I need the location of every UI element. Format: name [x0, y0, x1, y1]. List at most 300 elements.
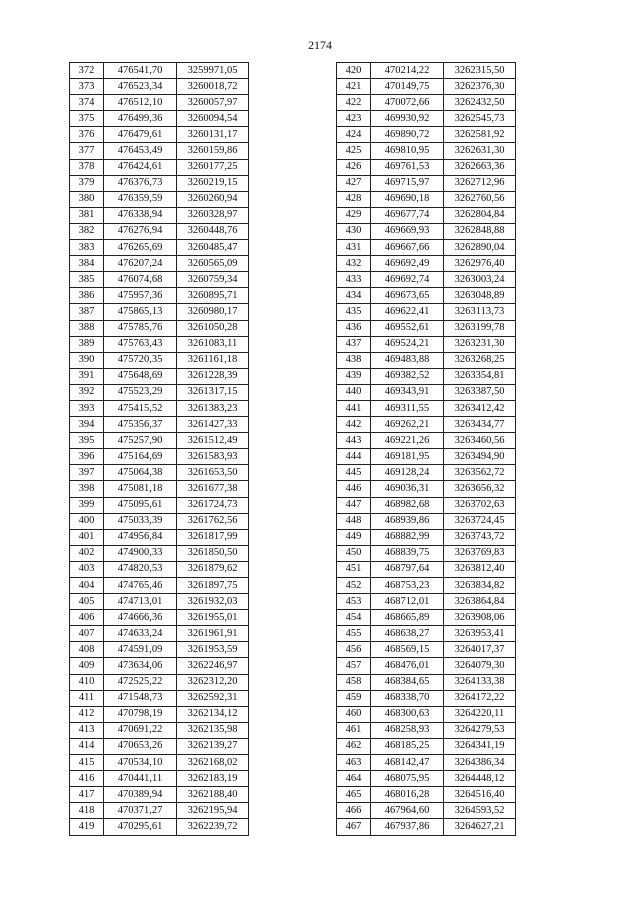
- table-row: [337, 143, 516, 159]
- x-coordinate-cell: 469673,65: [371, 288, 444, 304]
- y-coordinate-cell: 3264079,30: [444, 658, 516, 674]
- y-coordinate-cell: 3261961,91: [177, 626, 249, 642]
- table-row: [70, 787, 249, 803]
- table-row: [70, 191, 249, 207]
- point-number-cell: 380: [70, 191, 104, 207]
- y-coordinate-cell: 3263908,06: [444, 610, 516, 626]
- y-coordinate-cell: 3263113,73: [444, 304, 516, 320]
- x-coordinate-cell: 468797,64: [371, 561, 444, 577]
- y-coordinate-cell: 3261427,33: [177, 417, 249, 433]
- x-coordinate-cell: 469930,92: [371, 111, 444, 127]
- point-number-cell: 434: [337, 288, 371, 304]
- table-row: [70, 143, 249, 159]
- point-number-cell: 443: [337, 433, 371, 449]
- table-row: [337, 288, 516, 304]
- table-row: [70, 771, 249, 787]
- table-row: [337, 819, 516, 835]
- x-coordinate-cell: 469667,66: [371, 240, 444, 256]
- y-coordinate-cell: 3261953,59: [177, 642, 249, 658]
- point-number-cell: 421: [337, 79, 371, 95]
- y-coordinate-cell: 3261932,03: [177, 594, 249, 610]
- table-row: [70, 417, 249, 433]
- point-number-cell: 414: [70, 738, 104, 754]
- point-number-cell: 425: [337, 143, 371, 159]
- point-number-cell: 379: [70, 175, 104, 191]
- y-coordinate-cell: 3261879,62: [177, 561, 249, 577]
- y-coordinate-cell: 3263434,77: [444, 417, 516, 433]
- point-number-cell: 392: [70, 384, 104, 400]
- point-number-cell: 420: [337, 63, 371, 79]
- x-coordinate-cell: 475081,18: [104, 481, 177, 497]
- point-number-cell: 394: [70, 417, 104, 433]
- point-number-cell: 430: [337, 223, 371, 239]
- table-row: [70, 272, 249, 288]
- table-row: [337, 755, 516, 771]
- point-number-cell: 433: [337, 272, 371, 288]
- x-coordinate-cell: 468258,93: [371, 722, 444, 738]
- x-coordinate-cell: 476338,94: [104, 207, 177, 223]
- table-row: [70, 240, 249, 256]
- table-row: [70, 513, 249, 529]
- y-coordinate-cell: 3262890,04: [444, 240, 516, 256]
- y-coordinate-cell: 3262376,30: [444, 79, 516, 95]
- y-coordinate-cell: 3262663,36: [444, 159, 516, 175]
- y-coordinate-cell: 3260485,47: [177, 240, 249, 256]
- point-number-cell: 436: [337, 320, 371, 336]
- point-number-cell: 393: [70, 400, 104, 416]
- x-coordinate-cell: 470798,19: [104, 706, 177, 722]
- table-row: [337, 449, 516, 465]
- y-coordinate-cell: 3264448,12: [444, 771, 516, 787]
- x-coordinate-cell: 470653,26: [104, 738, 177, 754]
- x-coordinate-cell: 471548,73: [104, 690, 177, 706]
- point-number-cell: 445: [337, 465, 371, 481]
- point-number-cell: 449: [337, 529, 371, 545]
- x-coordinate-cell: 468882,99: [371, 529, 444, 545]
- table-row: [337, 803, 516, 819]
- table-row: [70, 384, 249, 400]
- y-coordinate-cell: 3261817,99: [177, 529, 249, 545]
- table-row: [337, 336, 516, 352]
- y-coordinate-cell: 3262592,31: [177, 690, 249, 706]
- x-coordinate-cell: 474713,01: [104, 594, 177, 610]
- table-row: [337, 384, 516, 400]
- x-coordinate-cell: 475164,69: [104, 449, 177, 465]
- page-number: 2174: [308, 38, 332, 52]
- point-number-cell: 460: [337, 706, 371, 722]
- table-row: [70, 626, 249, 642]
- y-coordinate-cell: 3263769,83: [444, 545, 516, 561]
- x-coordinate-cell: 473634,06: [104, 658, 177, 674]
- y-coordinate-cell: 3262804,84: [444, 207, 516, 223]
- table-row: [70, 320, 249, 336]
- table-row: [337, 529, 516, 545]
- y-coordinate-cell: 3260219,15: [177, 175, 249, 191]
- x-coordinate-cell: 476276,94: [104, 223, 177, 239]
- point-number-cell: 452: [337, 578, 371, 594]
- x-coordinate-cell: 476453,49: [104, 143, 177, 159]
- point-number-cell: 377: [70, 143, 104, 159]
- table-row: [70, 207, 249, 223]
- table-row: [337, 127, 516, 143]
- x-coordinate-cell: 476479,61: [104, 127, 177, 143]
- table-row: [337, 626, 516, 642]
- x-coordinate-cell: 469622,41: [371, 304, 444, 320]
- table-row: [70, 578, 249, 594]
- y-coordinate-cell: 3264133,38: [444, 674, 516, 690]
- y-coordinate-cell: 3261161,18: [177, 352, 249, 368]
- y-coordinate-cell: 3262195,94: [177, 803, 249, 819]
- point-number-cell: 402: [70, 545, 104, 561]
- y-coordinate-cell: 3261383,23: [177, 400, 249, 416]
- table-row: [337, 191, 516, 207]
- x-coordinate-cell: 470072,66: [371, 95, 444, 111]
- x-coordinate-cell: 468476,01: [371, 658, 444, 674]
- table-row: [337, 368, 516, 384]
- table-row: [337, 240, 516, 256]
- x-coordinate-cell: 475720,35: [104, 352, 177, 368]
- table-row: [70, 400, 249, 416]
- y-coordinate-cell: 3264386,34: [444, 755, 516, 771]
- point-number-cell: 431: [337, 240, 371, 256]
- point-number-cell: 378: [70, 159, 104, 175]
- table-row: [70, 433, 249, 449]
- table-row: [70, 658, 249, 674]
- y-coordinate-cell: 3262760,56: [444, 191, 516, 207]
- table-row: [337, 111, 516, 127]
- point-number-cell: 422: [337, 95, 371, 111]
- x-coordinate-cell: 476499,36: [104, 111, 177, 127]
- point-number-cell: 405: [70, 594, 104, 610]
- y-coordinate-cell: 3264017,37: [444, 642, 516, 658]
- y-coordinate-cell: 3263724,45: [444, 513, 516, 529]
- point-number-cell: 395: [70, 433, 104, 449]
- point-number-cell: 463: [337, 755, 371, 771]
- y-coordinate-cell: 3263412,42: [444, 400, 516, 416]
- point-number-cell: 454: [337, 610, 371, 626]
- y-coordinate-cell: 3260018,72: [177, 79, 249, 95]
- x-coordinate-cell: 470534,10: [104, 755, 177, 771]
- point-number-cell: 389: [70, 336, 104, 352]
- x-coordinate-cell: 468638,27: [371, 626, 444, 642]
- y-coordinate-cell: 3260094,54: [177, 111, 249, 127]
- point-number-cell: 373: [70, 79, 104, 95]
- x-coordinate-cell: 476074,68: [104, 272, 177, 288]
- table-row: [70, 529, 249, 545]
- x-coordinate-cell: 475785,76: [104, 320, 177, 336]
- x-coordinate-cell: 469262,21: [371, 417, 444, 433]
- table-row: [70, 674, 249, 690]
- table-row: [70, 127, 249, 143]
- point-number-cell: 412: [70, 706, 104, 722]
- x-coordinate-cell: 469483,88: [371, 352, 444, 368]
- point-number-cell: 376: [70, 127, 104, 143]
- y-coordinate-cell: 3264516,40: [444, 787, 516, 803]
- x-coordinate-cell: 475064,38: [104, 465, 177, 481]
- point-number-cell: 467: [337, 819, 371, 835]
- y-coordinate-cell: 3262432,50: [444, 95, 516, 111]
- x-coordinate-cell: 468839,75: [371, 545, 444, 561]
- y-coordinate-cell: 3263812,40: [444, 561, 516, 577]
- x-coordinate-cell: 476541,70: [104, 63, 177, 79]
- y-coordinate-cell: 3262631,30: [444, 143, 516, 159]
- x-coordinate-cell: 470389,94: [104, 787, 177, 803]
- x-coordinate-cell: 468982,68: [371, 497, 444, 513]
- x-coordinate-cell: 470371,27: [104, 803, 177, 819]
- table-row: [337, 771, 516, 787]
- y-coordinate-cell: 3263268,25: [444, 352, 516, 368]
- point-number-cell: 424: [337, 127, 371, 143]
- table-row: [70, 642, 249, 658]
- y-coordinate-cell: 3262315,50: [444, 63, 516, 79]
- x-coordinate-cell: 469036,31: [371, 481, 444, 497]
- point-number-cell: 423: [337, 111, 371, 127]
- y-coordinate-cell: 3263494,90: [444, 449, 516, 465]
- table-row: [70, 159, 249, 175]
- x-coordinate-cell: 475763,43: [104, 336, 177, 352]
- y-coordinate-cell: 3260565,09: [177, 256, 249, 272]
- coordinates-table-left: [69, 62, 249, 836]
- x-coordinate-cell: 468384,65: [371, 674, 444, 690]
- y-coordinate-cell: 3262712,96: [444, 175, 516, 191]
- table-row: [337, 433, 516, 449]
- y-coordinate-cell: 3261583,93: [177, 449, 249, 465]
- table-row: [337, 722, 516, 738]
- point-number-cell: 390: [70, 352, 104, 368]
- table-row: [337, 320, 516, 336]
- point-number-cell: 426: [337, 159, 371, 175]
- x-coordinate-cell: 470149,75: [371, 79, 444, 95]
- table-row: [70, 175, 249, 191]
- table-row: [70, 449, 249, 465]
- y-coordinate-cell: 3262139,27: [177, 738, 249, 754]
- y-coordinate-cell: 3262246,97: [177, 658, 249, 674]
- x-coordinate-cell: 475415,52: [104, 400, 177, 416]
- point-number-cell: 458: [337, 674, 371, 690]
- point-number-cell: 437: [337, 336, 371, 352]
- point-number-cell: 407: [70, 626, 104, 642]
- table-row: [337, 256, 516, 272]
- table-row: [337, 95, 516, 111]
- x-coordinate-cell: 469524,21: [371, 336, 444, 352]
- x-coordinate-cell: 470295,61: [104, 819, 177, 835]
- point-number-cell: 374: [70, 95, 104, 111]
- table-row: [337, 481, 516, 497]
- table-row: [337, 545, 516, 561]
- table-row: [70, 610, 249, 626]
- y-coordinate-cell: 3264220,11: [444, 706, 516, 722]
- x-coordinate-cell: 469552,61: [371, 320, 444, 336]
- table-row: [70, 352, 249, 368]
- x-coordinate-cell: 468142,47: [371, 755, 444, 771]
- point-number-cell: 441: [337, 400, 371, 416]
- y-coordinate-cell: 3261653,50: [177, 465, 249, 481]
- table-row: [337, 787, 516, 803]
- point-number-cell: 439: [337, 368, 371, 384]
- point-number-cell: 391: [70, 368, 104, 384]
- x-coordinate-cell: 468300,63: [371, 706, 444, 722]
- x-coordinate-cell: 468016,28: [371, 787, 444, 803]
- y-coordinate-cell: 3263702,63: [444, 497, 516, 513]
- point-number-cell: 372: [70, 63, 104, 79]
- table-row: [70, 111, 249, 127]
- y-coordinate-cell: 3260159,86: [177, 143, 249, 159]
- x-coordinate-cell: 468569,15: [371, 642, 444, 658]
- point-number-cell: 404: [70, 578, 104, 594]
- table-row: [70, 497, 249, 513]
- x-coordinate-cell: 475523,29: [104, 384, 177, 400]
- x-coordinate-cell: 469669,93: [371, 223, 444, 239]
- table-row: [337, 497, 516, 513]
- y-coordinate-cell: 3263003,24: [444, 272, 516, 288]
- x-coordinate-cell: 468075,95: [371, 771, 444, 787]
- table-row: [337, 223, 516, 239]
- x-coordinate-cell: 470214,22: [371, 63, 444, 79]
- y-coordinate-cell: 3263656,32: [444, 481, 516, 497]
- x-coordinate-cell: 475957,36: [104, 288, 177, 304]
- y-coordinate-cell: 3264627,21: [444, 819, 516, 835]
- table-row: [70, 706, 249, 722]
- y-coordinate-cell: 3261762,56: [177, 513, 249, 529]
- y-coordinate-cell: 3264341,19: [444, 738, 516, 754]
- point-number-cell: 375: [70, 111, 104, 127]
- point-number-cell: 416: [70, 771, 104, 787]
- point-number-cell: 432: [337, 256, 371, 272]
- table-row: [337, 400, 516, 416]
- x-coordinate-cell: 476523,34: [104, 79, 177, 95]
- table-row: [70, 256, 249, 272]
- x-coordinate-cell: 467937,86: [371, 819, 444, 835]
- point-number-cell: 438: [337, 352, 371, 368]
- point-number-cell: 413: [70, 722, 104, 738]
- x-coordinate-cell: 469890,72: [371, 127, 444, 143]
- x-coordinate-cell: 475257,90: [104, 433, 177, 449]
- x-coordinate-cell: 469677,74: [371, 207, 444, 223]
- table-row: [70, 803, 249, 819]
- table-row: [337, 304, 516, 320]
- x-coordinate-cell: 468665,89: [371, 610, 444, 626]
- y-coordinate-cell: 3262134,12: [177, 706, 249, 722]
- y-coordinate-cell: 3263231,30: [444, 336, 516, 352]
- y-coordinate-cell: 3263743,72: [444, 529, 516, 545]
- point-number-cell: 451: [337, 561, 371, 577]
- y-coordinate-cell: 3260260,94: [177, 191, 249, 207]
- point-number-cell: 419: [70, 819, 104, 835]
- y-coordinate-cell: 3261897,75: [177, 578, 249, 594]
- point-number-cell: 457: [337, 658, 371, 674]
- x-coordinate-cell: 469343,91: [371, 384, 444, 400]
- point-number-cell: 384: [70, 256, 104, 272]
- table-row: [337, 207, 516, 223]
- table-row: [337, 690, 516, 706]
- x-coordinate-cell: 469221,26: [371, 433, 444, 449]
- table-row: [70, 545, 249, 561]
- point-number-cell: 418: [70, 803, 104, 819]
- y-coordinate-cell: 3263354,81: [444, 368, 516, 384]
- point-number-cell: 464: [337, 771, 371, 787]
- x-coordinate-cell: 474820,53: [104, 561, 177, 577]
- y-coordinate-cell: 3261083,11: [177, 336, 249, 352]
- y-coordinate-cell: 3264593,52: [444, 803, 516, 819]
- point-number-cell: 448: [337, 513, 371, 529]
- point-number-cell: 446: [337, 481, 371, 497]
- point-number-cell: 442: [337, 417, 371, 433]
- table-row: [70, 304, 249, 320]
- x-coordinate-cell: 474956,84: [104, 529, 177, 545]
- x-coordinate-cell: 475095,61: [104, 497, 177, 513]
- y-coordinate-cell: 3263834,82: [444, 578, 516, 594]
- table-row: [70, 95, 249, 111]
- table-row: [337, 578, 516, 594]
- point-number-cell: 447: [337, 497, 371, 513]
- x-coordinate-cell: 476424,61: [104, 159, 177, 175]
- y-coordinate-cell: 3262188,40: [177, 787, 249, 803]
- y-coordinate-cell: 3263199,78: [444, 320, 516, 336]
- table-row: [337, 417, 516, 433]
- table-row: [337, 561, 516, 577]
- y-coordinate-cell: 3263460,56: [444, 433, 516, 449]
- x-coordinate-cell: 476359,59: [104, 191, 177, 207]
- y-coordinate-cell: 3260980,17: [177, 304, 249, 320]
- point-number-cell: 396: [70, 449, 104, 465]
- point-number-cell: 462: [337, 738, 371, 754]
- table-row: [70, 819, 249, 835]
- table-row: [70, 690, 249, 706]
- x-coordinate-cell: 475648,69: [104, 368, 177, 384]
- point-number-cell: 429: [337, 207, 371, 223]
- x-coordinate-cell: 469311,55: [371, 400, 444, 416]
- point-number-cell: 397: [70, 465, 104, 481]
- table-row: [70, 63, 249, 79]
- y-coordinate-cell: 3260131,17: [177, 127, 249, 143]
- point-number-cell: 381: [70, 207, 104, 223]
- y-coordinate-cell: 3259971,05: [177, 63, 249, 79]
- y-coordinate-cell: 3261228,39: [177, 368, 249, 384]
- point-number-cell: 398: [70, 481, 104, 497]
- x-coordinate-cell: 467964,60: [371, 803, 444, 819]
- x-coordinate-cell: 475865,13: [104, 304, 177, 320]
- x-coordinate-cell: 469692,49: [371, 256, 444, 272]
- table-row: [337, 513, 516, 529]
- y-coordinate-cell: 3261677,38: [177, 481, 249, 497]
- table-row: [70, 722, 249, 738]
- point-number-cell: 456: [337, 642, 371, 658]
- point-number-cell: 410: [70, 674, 104, 690]
- x-coordinate-cell: 469810,95: [371, 143, 444, 159]
- x-coordinate-cell: 469715,97: [371, 175, 444, 191]
- x-coordinate-cell: 469382,52: [371, 368, 444, 384]
- y-coordinate-cell: 3260057,97: [177, 95, 249, 111]
- table-row: [337, 79, 516, 95]
- x-coordinate-cell: 475356,37: [104, 417, 177, 433]
- x-coordinate-cell: 469181,95: [371, 449, 444, 465]
- y-coordinate-cell: 3260895,71: [177, 288, 249, 304]
- table-row: [337, 175, 516, 191]
- x-coordinate-cell: 474666,36: [104, 610, 177, 626]
- x-coordinate-cell: 468753,23: [371, 578, 444, 594]
- point-number-cell: 399: [70, 497, 104, 513]
- table-row: [70, 594, 249, 610]
- table-row: [337, 272, 516, 288]
- point-number-cell: 411: [70, 690, 104, 706]
- point-number-cell: 466: [337, 803, 371, 819]
- table-row: [337, 706, 516, 722]
- y-coordinate-cell: 3262312,20: [177, 674, 249, 690]
- table-row: [70, 481, 249, 497]
- point-number-cell: 386: [70, 288, 104, 304]
- x-coordinate-cell: 469690,18: [371, 191, 444, 207]
- table-row: [337, 159, 516, 175]
